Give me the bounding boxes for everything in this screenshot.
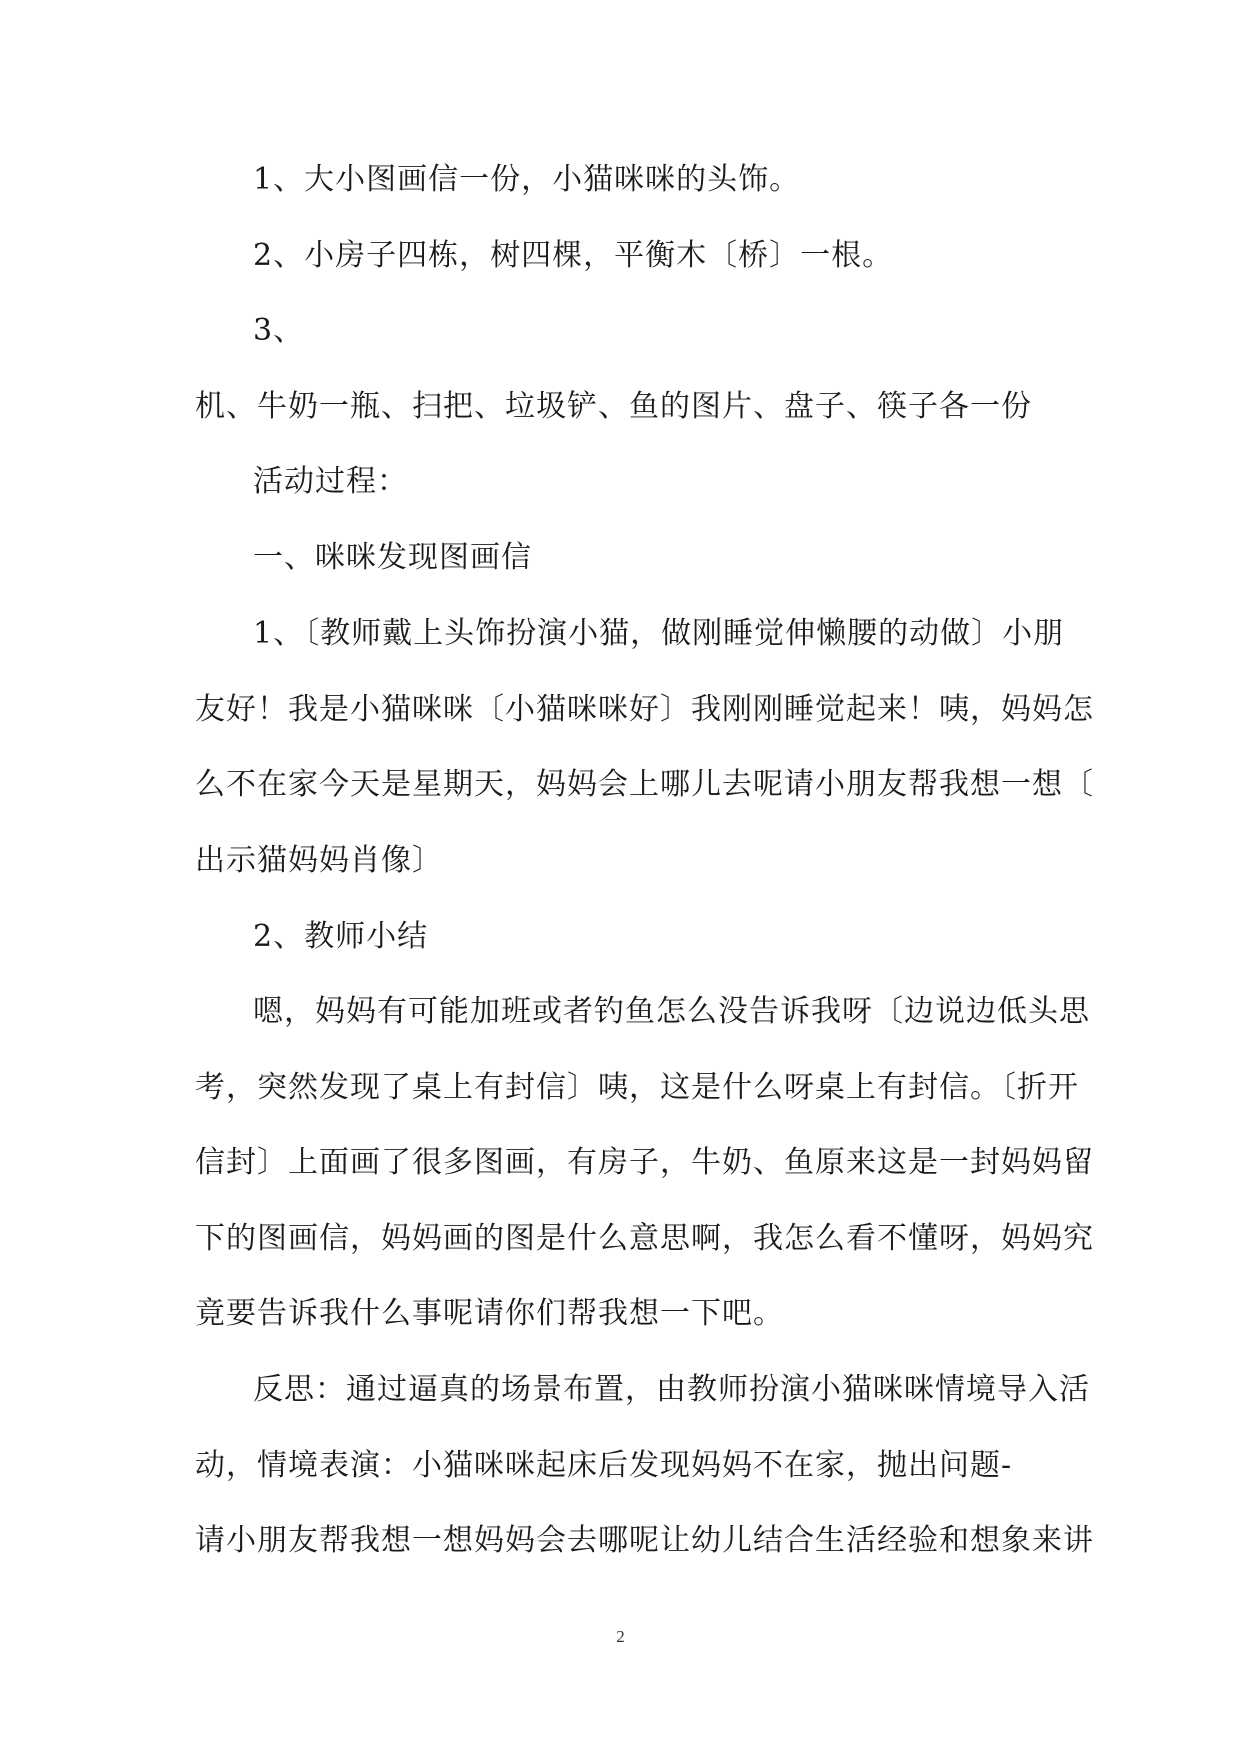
paragraph-line: 1、〔教师戴上头饰扮演小猫，做刚睡觉伸懒腰的动做〕小朋 <box>253 616 1065 651</box>
material-item-2: 2、小房子四栋，树四棵，平衡木〔桥〕一根。 <box>253 238 894 273</box>
paragraph-line: 么不在家今天是星期天，妈妈会上哪儿去呢请小朋友帮我想一想〔 <box>195 767 1094 802</box>
material-item-1: 1、大小图画信一份，小猫咪咪的头饰。 <box>253 162 801 197</box>
paragraph-line: 友好！我是小猫咪咪〔小猫咪咪好〕我刚刚睡觉起来！咦，妈妈怎 <box>195 692 1094 727</box>
subheading-teacher-summary: 2、教师小结 <box>253 919 429 954</box>
section-heading-step-one: 一、咪咪发现图画信 <box>253 540 532 575</box>
reflection-paragraph-line: 动，情境表演：小猫咪咪起床后发现妈妈不在家，抛出问题- <box>195 1448 1013 1483</box>
reflection-paragraph-line: 反思：通过逼真的场景布置，由教师扮演小猫咪咪情境导入活 <box>253 1372 1090 1407</box>
paragraph-line: 嗯，妈妈有可能加班或者钓鱼怎么没告诉我呀〔边说边低头思 <box>253 994 1090 1029</box>
paragraph-line: 信封〕上面画了很多图画，有房子，牛奶、鱼原来这是一封妈妈留 <box>195 1145 1094 1180</box>
paragraph-line: 出示猫妈妈肖像〕 <box>195 843 443 878</box>
section-heading-activity-process: 活动过程： <box>253 464 408 499</box>
paragraph-line: 下的图画信，妈妈画的图是什么意思啊，我怎么看不懂呀，妈妈究 <box>195 1221 1094 1256</box>
paragraph-line: 竟要告诉我什么事呢请你们帮我想一下吧。 <box>195 1296 784 1331</box>
reflection-paragraph-line: 请小朋友帮我想一想妈妈会去哪呢让幼儿结合生活经验和想象来讲 <box>195 1523 1094 1558</box>
material-item-3: 3、 <box>253 313 305 348</box>
material-item-3-continued: 机、牛奶一瓶、扫把、垃圾铲、鱼的图片、盘子、筷子各一份 <box>195 389 1032 424</box>
page-number: 2 <box>616 1627 625 1646</box>
paragraph-line: 考，突然发现了桌上有封信〕咦，这是什么呀桌上有封信。〔折开 <box>195 1070 1079 1105</box>
